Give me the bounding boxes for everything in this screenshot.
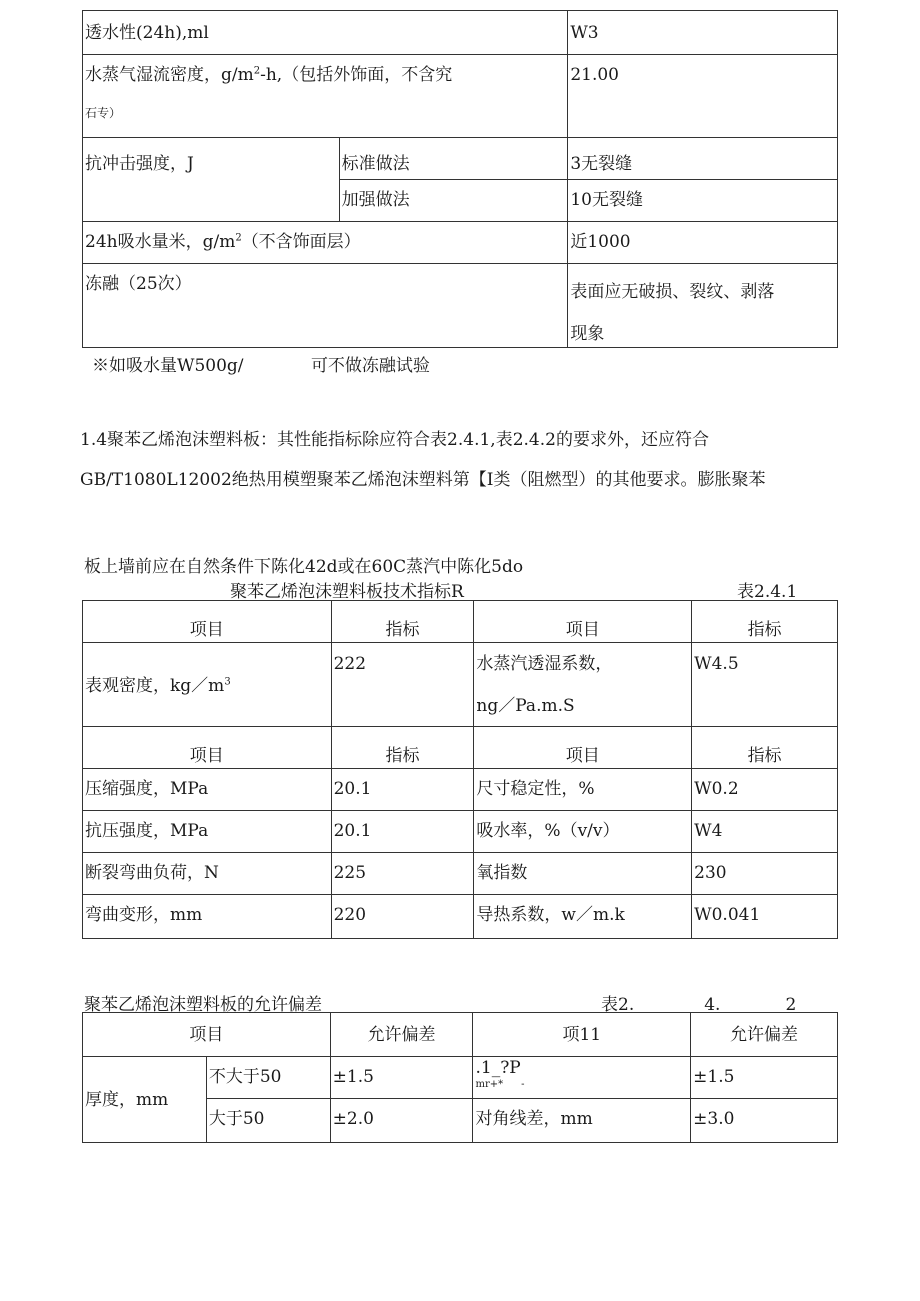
table-cell: 24h吸水量米，$g/m^2$（不含饰面层） bbox=[83, 222, 568, 264]
tech-spec-table bbox=[82, 600, 838, 939]
table-cell: 大于50 bbox=[206, 1099, 330, 1143]
properties-table bbox=[82, 10, 838, 348]
table-cell: 230 bbox=[692, 853, 838, 895]
table-cell: 220 bbox=[331, 895, 474, 939]
column-header: 项目 bbox=[83, 601, 332, 643]
column-header: 项目 bbox=[83, 1013, 331, 1057]
table-number: 表2. 4. 2 bbox=[601, 995, 797, 1015]
table-cell: 水蒸气湿流密度，$g/m^2-h$,（包括外饰面，不含究 石专） bbox=[83, 55, 568, 138]
table-cell: W0.041 bbox=[692, 895, 838, 939]
table-cell: 导热系数，w／m.k bbox=[474, 895, 692, 939]
table-caption: 聚苯乙烯泡沫塑料板的允许偏差 bbox=[84, 995, 322, 1015]
table-cell: 225 bbox=[331, 853, 474, 895]
column-header: 项目 bbox=[474, 727, 692, 769]
paragraph-line-3: 板上墙前应在自然条件下陈化42d或在60C蒸汽中陈化5do bbox=[84, 557, 524, 577]
table-cell: 透水性(24h),ml bbox=[83, 11, 568, 55]
table-cell: 20.1 bbox=[331, 811, 474, 853]
table-cell: 断裂弯曲负荷，N bbox=[83, 853, 332, 895]
column-header: 指标 bbox=[692, 601, 838, 643]
table-row bbox=[83, 769, 838, 811]
table-number: 表2.4.1 bbox=[737, 582, 798, 602]
tolerance-table bbox=[82, 1012, 838, 1143]
table-row bbox=[83, 811, 838, 853]
table-cell: 21.00 bbox=[568, 55, 838, 138]
table-cell: 10无裂缝 bbox=[568, 180, 838, 222]
table-cell: 对角线差，mm bbox=[473, 1099, 691, 1143]
table-cell: 加强做法 bbox=[339, 180, 568, 222]
column-header: 指标 bbox=[331, 601, 474, 643]
table-cell: 222 bbox=[331, 643, 474, 727]
table-caption: 聚苯乙烯泡沫塑料板技术指标R bbox=[230, 582, 464, 602]
table-row bbox=[83, 895, 838, 939]
table-cell: 水蒸汽透湿系数， ng／Pa.m.S bbox=[474, 643, 692, 727]
column-header: 允许偏差 bbox=[330, 1013, 473, 1057]
column-header: 项目 bbox=[474, 601, 692, 643]
table-cell: 表观密度，$kg/m^3$ bbox=[83, 643, 332, 727]
table-cell: W4.5 bbox=[692, 643, 838, 727]
table-cell: 20.1 bbox=[331, 769, 474, 811]
table-cell: 标准做法 bbox=[339, 138, 568, 180]
table-cell: 压缩强度，MPa bbox=[83, 769, 332, 811]
table-cell: 近1000 bbox=[568, 222, 838, 264]
column-header: 允许偏差 bbox=[691, 1013, 838, 1057]
table-cell: 吸水率，%（v/v） bbox=[474, 811, 692, 853]
table-cell: 表面应无破损、裂纹、剥落 现象 bbox=[568, 264, 838, 348]
table-cell: ±1.5 bbox=[691, 1057, 838, 1099]
table-cell: 抗冲击强度，J bbox=[83, 138, 340, 222]
table-cell: W4 bbox=[692, 811, 838, 853]
table-cell: ±1.5 bbox=[330, 1057, 473, 1099]
column-header: 指标 bbox=[331, 727, 474, 769]
table-cell: 弯曲变形，mm bbox=[83, 895, 332, 939]
table-cell: 3无裂缝 bbox=[568, 138, 838, 180]
table-cell: .1_?P mr+* - bbox=[473, 1057, 691, 1099]
table-cell: 尺寸稳定性，% bbox=[474, 769, 692, 811]
column-header: 指标 bbox=[692, 727, 838, 769]
table-cell: 抗压强度，MPa bbox=[83, 811, 332, 853]
table-cell: 氧指数 bbox=[474, 853, 692, 895]
paragraph-line-2: GB/T1080L12002绝热用模塑聚苯乙烯泡沫塑料第【I类（阻燃型）的其他要求。膨胀聚苯 bbox=[80, 470, 766, 490]
paragraph-line-1: 1.4聚苯乙烯泡沫塑料板：其性能指标除应符合表2.4.1,表2.4.2的要求外，还应符合 bbox=[80, 430, 709, 450]
table-cell: ±2.0 bbox=[330, 1099, 473, 1143]
note: ※如吸水量W500g/ 可不做冻融试验 bbox=[92, 356, 430, 376]
column-header: 项目 bbox=[83, 727, 332, 769]
column-header: 项11 bbox=[473, 1013, 691, 1057]
table-cell: ±3.0 bbox=[691, 1099, 838, 1143]
table-row bbox=[83, 853, 838, 895]
table-cell: W3 bbox=[568, 11, 838, 55]
table-cell: 厚度，mm bbox=[83, 1057, 207, 1143]
table-cell: 冻融（25次） bbox=[83, 264, 568, 348]
table-cell: 不大于50 bbox=[206, 1057, 330, 1099]
table-cell: W0.2 bbox=[692, 769, 838, 811]
